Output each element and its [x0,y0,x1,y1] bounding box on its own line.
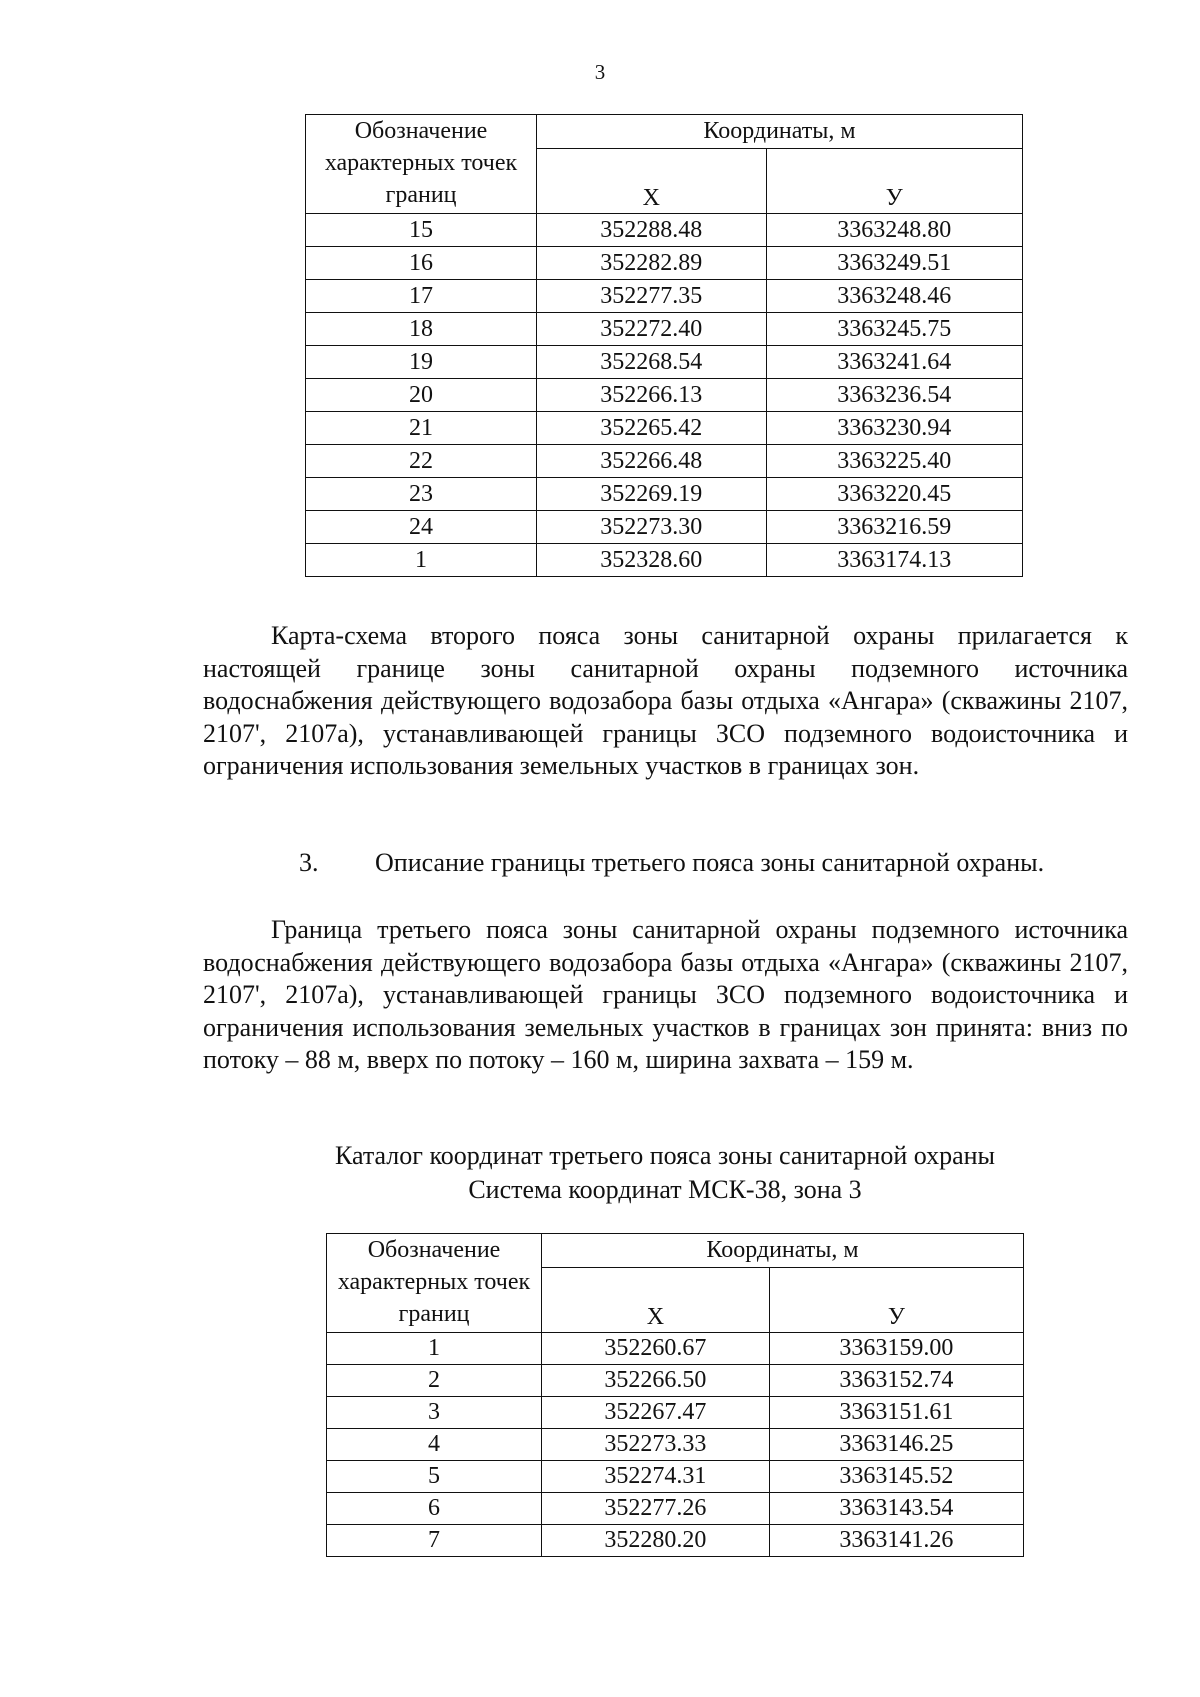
table-row [327,1365,1024,1397]
y-cell: 3363236.54 [766,379,1022,412]
x-cell: 352269.19 [537,478,767,511]
page-number: 3 [594,60,606,84]
point-cell: 4 [327,1429,542,1461]
point-cell: 19 [306,346,537,379]
y-cell: 3363245.75 [766,313,1022,346]
table-row [327,1493,1024,1525]
table-header [327,1234,1024,1333]
x-cell: 352273.30 [537,511,767,544]
x-cell: 352268.54 [537,346,767,379]
x-cell: 352266.13 [537,379,767,412]
y-cell: 3363220.45 [766,478,1022,511]
table-row [306,214,1023,247]
point-cell: 20 [306,379,537,412]
table-row [306,313,1023,346]
x-cell: 352277.35 [537,280,767,313]
header-point-label: Обозначение характерных точек границ [327,1234,542,1333]
table-row [306,544,1023,577]
coordinates-table-second-zone [305,114,1023,577]
point-cell: 17 [306,280,537,313]
table-body [327,1333,1024,1557]
catalog-title: Каталог координат третьего пояса зоны санитарной охраны [334,1141,996,1170]
x-cell: 352260.67 [542,1333,770,1365]
section-title: Описание границы третьего пояса зоны санитарной охраны. [375,848,1045,877]
header-x: X [537,149,767,214]
table-row [327,1333,1024,1365]
section-heading [299,848,1044,878]
section-number: 3. [299,848,319,877]
point-cell: 1 [306,544,537,577]
point-cell: 1 [327,1333,542,1365]
y-cell: 3363241.64 [766,346,1022,379]
table-row [327,1461,1024,1493]
x-cell: 352265.42 [537,412,767,445]
header-coordinates: Координаты, м [537,115,1023,149]
x-cell: 352274.31 [542,1461,770,1493]
x-cell: 352267.47 [542,1397,770,1429]
y-cell: 3363141.26 [769,1525,1023,1557]
point-cell: 23 [306,478,537,511]
table-row [306,280,1023,313]
point-cell: 3 [327,1397,542,1429]
point-cell: 5 [327,1461,542,1493]
y-cell: 3363151.61 [769,1397,1023,1429]
header-coordinates: Координаты, м [542,1234,1024,1268]
y-cell: 3363174.13 [766,544,1022,577]
paragraph-third-zone-boundary: Граница третьего пояса зоны санитарной охраны подземного источника водоснабжения действующего водозабора базы отдыха «Ангара» (скважины 2107, 2107', 2107а), устанавливающей границы ЗСО подземного водоисточника и ограничения использования земельных участков в границах зон принята: вниз по потоку – 88 м, вверх по потоку – 160 м, ширина захвата – 159 м. [203,915,1128,1074]
point-cell: 7 [327,1525,542,1557]
point-cell: 16 [306,247,537,280]
table-row [306,478,1023,511]
x-cell: 352288.48 [537,214,767,247]
table-row [306,346,1023,379]
y-cell: 3363249.51 [766,247,1022,280]
y-cell: 3363248.46 [766,280,1022,313]
y-cell: 3363230.94 [766,412,1022,445]
y-cell: 3363225.40 [766,445,1022,478]
header-x: X [542,1268,770,1333]
paragraph-map-scheme: Карта-схема второго пояса зоны санитарной охраны прилагается к настоящей границе зоны санитарной охраны подземного источника водоснабжения действующего водозабора базы отдыха «Ангара» (скважины 2107, 2107', 2107а), устанавливающей границы ЗСО подземного водоисточника и ограничения использования земельных участков в границах зон. [203,621,1128,780]
table-row [327,1525,1024,1557]
point-cell: 15 [306,214,537,247]
x-cell: 352272.40 [537,313,767,346]
x-cell: 352266.48 [537,445,767,478]
header-point-label: Обозначение характерных точек границ [306,115,537,214]
y-cell: 3363145.52 [769,1461,1023,1493]
table-row [327,1429,1024,1461]
table-header [306,115,1023,214]
x-cell: 352266.50 [542,1365,770,1397]
y-cell: 3363216.59 [766,511,1022,544]
point-cell: 2 [327,1365,542,1397]
y-cell: 3363146.25 [769,1429,1023,1461]
x-cell: 352328.60 [537,544,767,577]
y-cell: 3363159.00 [769,1333,1023,1365]
y-cell: 3363143.54 [769,1493,1023,1525]
header-y: У [769,1268,1023,1333]
table-row [306,379,1023,412]
point-cell: 6 [327,1493,542,1525]
y-cell: 3363152.74 [769,1365,1023,1397]
table-row [306,412,1023,445]
x-cell: 352280.20 [542,1525,770,1557]
point-cell: 24 [306,511,537,544]
table-row [306,445,1023,478]
y-cell: 3363248.80 [766,214,1022,247]
catalog-caption [0,1139,1200,1207]
x-cell: 352282.89 [537,247,767,280]
table-row [327,1397,1024,1429]
point-cell: 18 [306,313,537,346]
catalog-subtitle: Система координат МСК-38, зона 3 [468,1175,862,1204]
table-row [306,247,1023,280]
coordinates-table-third-zone [326,1233,1024,1557]
header-y: У [766,149,1022,214]
point-cell: 22 [306,445,537,478]
table-row [306,511,1023,544]
x-cell: 352277.26 [542,1493,770,1525]
point-cell: 21 [306,412,537,445]
table-body [306,214,1023,577]
x-cell: 352273.33 [542,1429,770,1461]
